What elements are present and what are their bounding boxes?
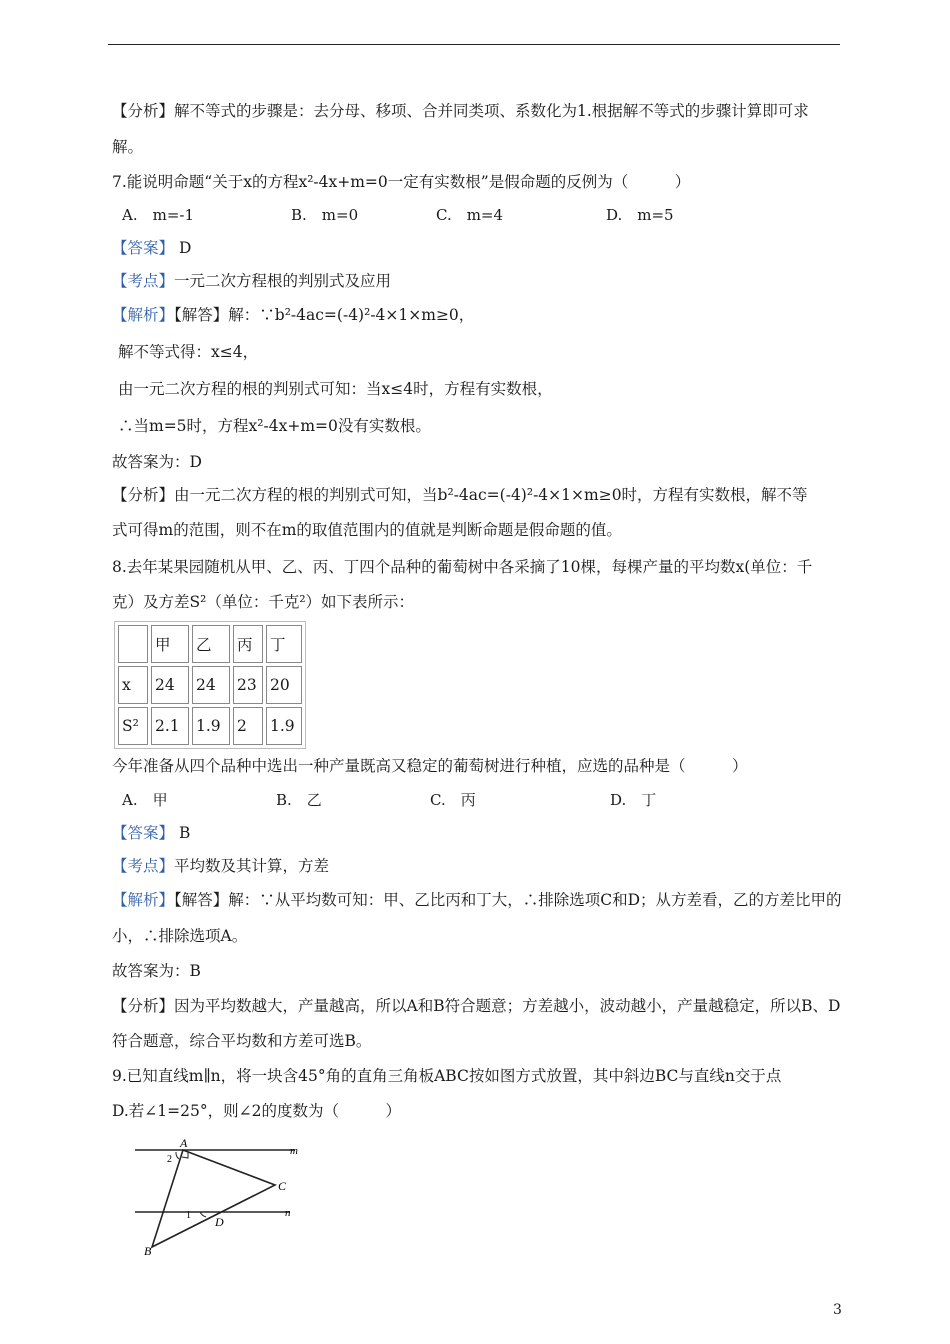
angle-1-arc	[200, 1212, 206, 1217]
q7-solution-line2: 由一元二次方程的根的判别式可知：当x≤4时，方程有实数根，	[118, 380, 553, 398]
q8-stem-line2: 克）及方差S²（单位：千克²）如下表所示：	[112, 593, 415, 611]
q8-option-d: D. 丁	[610, 791, 657, 809]
table-cell: 2.1	[151, 707, 189, 745]
table-cell: 24	[151, 666, 189, 704]
q7-analysis-line1: 【分析】由一元二次方程的根的判别式可知，当b²-4ac=(-4)²-4×1×m≥0时，方程有实数根，解不等	[112, 486, 808, 504]
q8-solution-line2: 小，∴排除选项A。	[112, 927, 248, 945]
q7-option-d: D. m=5	[606, 206, 674, 224]
q6-analysis-line2: 解。	[112, 138, 144, 156]
header-rule	[108, 44, 840, 45]
q9-stem-line1: 9.已知直线m∥n，将一块含45°角的直角三角板ABC按如图方式放置，其中斜边BC与直线n交于点	[112, 1067, 782, 1085]
page-number: 3	[833, 1302, 842, 1318]
q8-final: 故答案为：B	[112, 962, 201, 980]
q8-option-a: A. 甲	[122, 791, 168, 809]
q8-stem-line1: 8.去年某果园随机从甲、乙、丙、丁四个品种的葡萄树中各采摘了10棵，每棵产量的平均数x(单位：千	[112, 558, 813, 576]
q7-final: 故答案为：D	[112, 453, 202, 471]
q7-answer: 【答案】 D	[112, 239, 192, 257]
table-cell: 23	[233, 666, 263, 704]
table-cell	[118, 625, 148, 663]
table-row	[118, 707, 302, 745]
label-n: n	[285, 1207, 291, 1219]
table-row	[118, 666, 302, 704]
q7-solution-line1: 解不等式得：x≤4，	[118, 343, 259, 361]
table-cell: 1.9	[266, 707, 302, 745]
q8-option-b: B. 乙	[276, 791, 322, 809]
label-angle-1: 1	[186, 1210, 191, 1221]
table-cell: 乙	[192, 625, 230, 663]
label-d: D	[215, 1215, 224, 1229]
q9-stem-line2: D.若∠1=25°，则∠2的度数为（ ）	[112, 1102, 401, 1120]
table-cell: 丙	[233, 625, 263, 663]
table-cell: 2	[233, 707, 263, 745]
table-cell: 甲	[151, 625, 189, 663]
label-a: A	[180, 1137, 188, 1150]
angle-2-arc	[176, 1152, 179, 1159]
q7-option-a: A. m=-1	[122, 206, 195, 224]
q8-solution-line1: 【解析】【解答】解：∵从平均数可知：甲、乙比丙和丁大，∴排除选项C和D；从方差看，乙的方差比甲的	[112, 891, 842, 909]
q6-analysis-line1: 【分析】解不等式的步骤是：去分母、移项、合并同类项、系数化为1.根据解不等式的步骤计算即可求	[112, 102, 809, 120]
label-m: m	[290, 1145, 298, 1157]
q7-stem: 7.能说明命题“关于x的方程x²-4x+m=0一定有实数根”是假命题的反例为（ ）	[112, 173, 691, 191]
q8-option-c: C. 丙	[430, 791, 476, 809]
label-b: B	[144, 1244, 152, 1257]
table-cell: S²	[118, 707, 148, 745]
q8-analysis-line1: 【分析】因为平均数越大，产量越高，所以A和B符合题意；方差越小，波动越小，产量越稳定，所以B、D	[112, 997, 841, 1015]
q7-solution-head: 【解析】【解答】解：∵b²-4ac=(-4)²-4×1×m≥0，	[112, 306, 475, 324]
table-cell: 1.9	[192, 707, 230, 745]
q8-question: 今年准备从四个品种中选出一种产量既高又稳定的葡萄树进行种植，应选的品种是（ ）	[112, 757, 748, 775]
q8-point: 【考点】平均数及其计算，方差	[112, 857, 330, 875]
q8-analysis-line2: 符合题意，综合平均数和方差可选B。	[112, 1032, 372, 1050]
q7-point: 【考点】一元二次方程根的判别式及应用	[112, 272, 392, 290]
table-header-row	[118, 625, 302, 663]
table-cell: 丁	[266, 625, 302, 663]
label-c: C	[278, 1179, 287, 1193]
q9-triangle-figure	[130, 1137, 310, 1257]
q7-option-c: C. m=4	[436, 206, 504, 224]
q7-option-b: B. m=0	[291, 206, 359, 224]
q8-data-table	[114, 621, 306, 749]
label-angle-2: 2	[167, 1154, 172, 1165]
q7-solution-line3: ∴当m=5时，方程x²-4x+m=0没有实数根。	[118, 417, 431, 435]
q8-answer: 【答案】 B	[112, 824, 191, 842]
table-cell: 24	[192, 666, 230, 704]
table-cell: x	[118, 666, 148, 704]
q7-analysis-line2: 式可得m的范围，则不在m的取值范围内的值就是判断命题是假命题的值。	[112, 521, 622, 539]
table-cell: 20	[266, 666, 302, 704]
